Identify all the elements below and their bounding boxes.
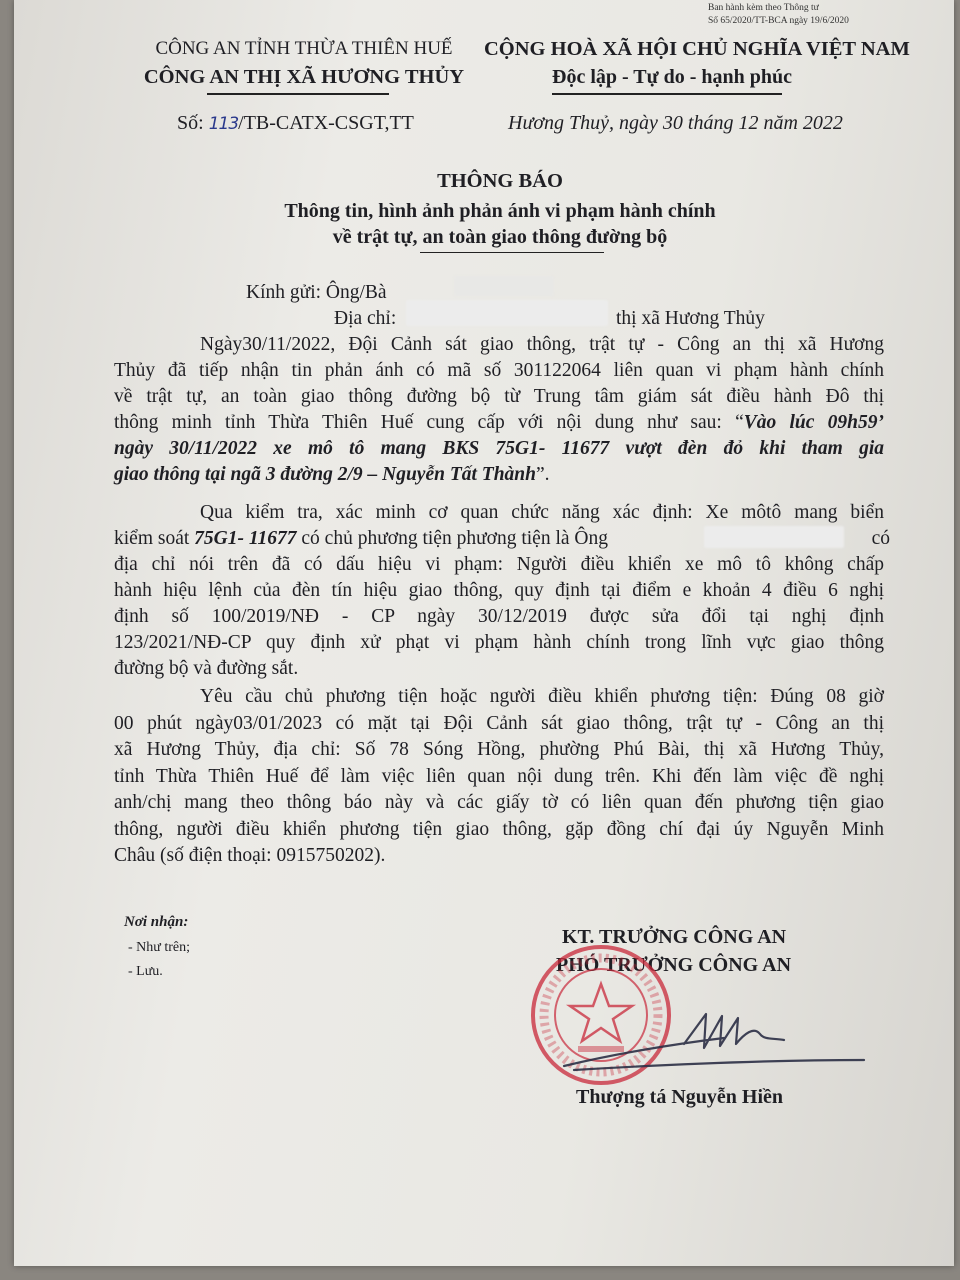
p2-line-2-a: kiểm soát	[114, 528, 195, 549]
p1-line-4-plain: thông minh tỉnh Thừa Thiên Huế cung cấp với nội dung như sau: “	[114, 412, 744, 433]
signature-title-2: PHÓ TRƯỞNG CÔNG AN	[556, 954, 792, 976]
redacted-address	[406, 300, 608, 326]
corner-note-line2: Số 65/2020/TT-BCA ngày 19/6/2020	[708, 16, 849, 26]
p1-line-3: về trật tự, an toàn giao thông đường bộ từ Trung tâm giám sát điều hành Đô thị	[114, 386, 884, 407]
p1-last-tail: ”.	[535, 464, 550, 485]
p2-line-4: hành hiệu lệnh của đèn tín hiệu giao thông, quy định tại điểm e khoản 4 điều 6 nghị	[114, 580, 884, 601]
corner-note-line1: Ban hành kèm theo Thông tư	[708, 3, 819, 13]
vehicle-plate: 75G1- 11677	[194, 528, 297, 549]
p1-line-4-italic: Vào lúc 09h59’	[743, 412, 884, 433]
place-date: Hương Thuỷ, ngày 30 tháng 12 năm 2022	[508, 112, 843, 134]
recipient-label: Kính gửi: Ông/Bà	[246, 282, 387, 303]
p2-line-2-c: có	[871, 528, 890, 549]
doc-number-handwritten: 113	[208, 114, 239, 134]
notice-heading: THÔNG BÁO	[437, 170, 563, 192]
paragraph-3	[114, 684, 884, 870]
agency-name: CÔNG AN THỊ XÃ HƯƠNG THỦY	[143, 66, 465, 88]
p1-line-6	[114, 462, 884, 488]
handwritten-signature-icon	[554, 1004, 874, 1084]
p1-line-1: Ngày30/11/2022, Đội Cảnh sát giao thông, trật tự - Công an thị xã Hương	[200, 334, 884, 355]
receivers-label: Nơi nhận:	[124, 914, 189, 930]
p1-line-4	[114, 410, 884, 436]
p2-line-1: Qua kiểm tra, xác minh cơ quan chức năng xác định: Xe môtô mang biển	[200, 502, 884, 523]
notice-subtitle-2: về trật tự, an toàn giao thông đường bộ	[332, 226, 668, 248]
redacted-owner-name	[704, 526, 844, 548]
doc-number-prefix: Số:	[177, 112, 209, 134]
redacted-recipient-name	[454, 276, 554, 296]
p2-line-5: định số 100/2019/NĐ - CP ngày 30/12/2019 được sửa đổi tại nghị định	[114, 606, 884, 627]
agency-underline	[207, 93, 389, 95]
doc-number-suffix: /TB-CATX-CSGT,TT	[238, 112, 414, 134]
corner-note	[708, 2, 849, 28]
p1-line-2: Thủy đã tiếp nhận tin phản ánh có mã số 301122064 liên quan vi phạm hành chính	[114, 360, 884, 381]
p3-line-5: anh/chị mang theo thông báo này và các giấy tờ có liên quan đến phương tiện giao	[114, 792, 884, 813]
motto-underline	[552, 93, 782, 95]
document-page	[14, 0, 954, 1266]
receiver-item-1: - Như trên;	[128, 940, 191, 955]
signature-title-1: KT. TRƯỞNG CÔNG AN	[562, 926, 787, 948]
receiver-item-2: - Lưu.	[128, 964, 163, 979]
p2-line-7: đường bộ và đường sắt.	[114, 658, 299, 679]
p1-last-italic: giao thông tại ngã 3 đường 2/9 – Nguyễn Tất Thành	[114, 464, 536, 485]
signer-name: Thượng tá Nguyễn Hiền	[576, 1086, 784, 1108]
address-visible: thị xã Hương Thủy	[616, 308, 765, 329]
p3-line-6: thông, người điều khiển phương tiện giao thông, gặp đồng chí đại úy Nguyễn Minh	[114, 818, 884, 840]
document-number	[177, 112, 414, 135]
p1-line-5: ngày 30/11/2022 xe mô tô mang BKS 75G1- 11677 vượt đèn đỏ khi tham gia	[114, 438, 884, 459]
p3-line-4: tỉnh Thừa Thiên Huế để làm việc liên quan nội dung trên. Khi đến làm việc đề nghị	[114, 765, 884, 787]
p3-line-3: xã Hương Thủy, địa chỉ: Số 78 Sóng Hồng, phường Phú Bài, thị xã Hương Thủy,	[114, 739, 884, 760]
agency-parent: CÔNG AN TỈNH THỪA THIÊN HUẾ	[155, 38, 453, 59]
subtitle-underline	[420, 252, 604, 253]
notice-subtitle-1: Thông tin, hình ảnh phản ánh vi phạm hành chính	[284, 200, 716, 222]
national-motto: Độc lập - Tự do - hạnh phúc	[552, 66, 793, 88]
p3-line-7: Châu (số điện thoại: 0915750202).	[114, 845, 386, 866]
paragraph-1	[114, 332, 884, 488]
p2-line-6: 123/2021/NĐ-CP quy định xử phạt vi phạm hành chính trong lĩnh vực giao thông	[114, 632, 884, 653]
address-label: Địa chỉ:	[334, 308, 397, 329]
country-name: CỘNG HOÀ XÃ HỘI CHỦ NGHĨA VIỆT NAM	[484, 38, 910, 60]
p3-line-2: 00 phút ngày03/01/2023 có mặt tại Đội Cảnh sát giao thông, trật tự - Công an thị	[114, 712, 884, 734]
p3-line-1: Yêu cầu chủ phương tiện hoặc người điều khiển phương tiện: Đúng 08 giờ	[200, 686, 884, 707]
p2-line-3: địa chỉ nói trên đã có dấu hiệu vi phạm: Người điều khiển xe mô tô không chấp	[114, 554, 884, 575]
p2-line-2-b: có chủ phương tiện phương tiện là Ông	[296, 528, 608, 549]
